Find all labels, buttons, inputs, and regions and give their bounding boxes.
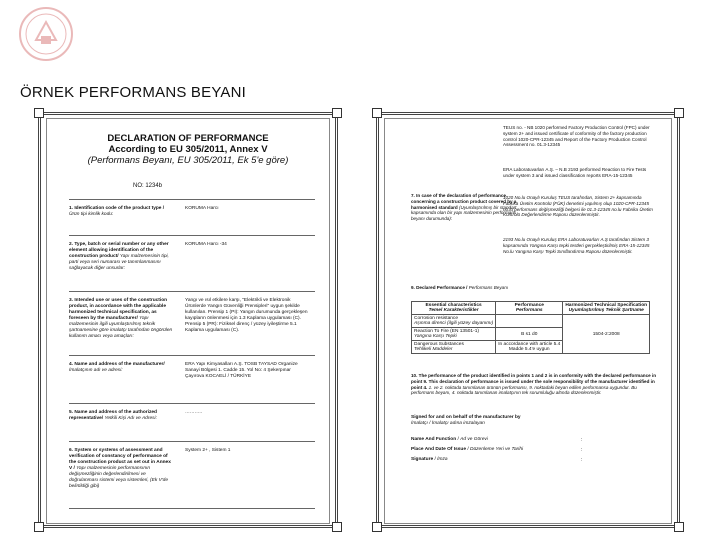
sig-signature: Signature / İmza xyxy=(411,457,448,462)
col-essential: Essential characteristics Temel Karakteristikler xyxy=(412,302,496,315)
sig-name-function: Name And Function / Ad ve Görevi xyxy=(411,437,488,442)
document-body xyxy=(46,118,330,524)
table-row xyxy=(69,291,315,356)
row-question: 5. Name and address of the authorized representative/ xyxy=(69,410,157,421)
row-question: 6. System or systems of assessment and verification of constancy of performance of the construction product as set out in Annex V / xyxy=(69,448,171,471)
fpc-certificate-text: TEUS no. - NB 1020 performed Factory Production Control (FPC) under system 2+ and issued certificate of conformity of the factory production control 1020-CPR-12345 and Report of the Factory Production Control Assessment no. 01.3-12345 xyxy=(503,125,650,148)
section-9-title xyxy=(411,285,657,291)
table-header-row xyxy=(412,302,650,315)
row-answer: Yangı ve ısıl etkilere karşı, "Elektrikli ve Elektronik Ürünlerde Yangın Güvenliği Prensipleri" uygun şekilde kullanılan. Prensip 1 (PI): Yangın durumunda gerçekleşen kayıpların önlenmesi için 1.3 Kaplama uygulaması (C). Prensip 5 (PR): Fiziksel direnç / yüzey iyileştirme 5.1 Kaplama uygulaması (C). xyxy=(185,298,308,333)
section-9-label-tr: Performans Beyanı xyxy=(468,285,509,290)
row-question-tr: İmalatçının adı ve adresi: xyxy=(69,368,123,373)
document-heading xyxy=(47,133,329,166)
row-question-tr: Yapı malzemesinin tipi, parti veya seri numarası ve tanımlanmasını sağlayacak diğer unsurlar: xyxy=(69,254,169,271)
page-title: ÖRNEK PERFORMANS BEYANI xyxy=(20,84,247,101)
doc-title-tr: (Performans Beyanı, EU 305/2011, Ek 5'e göre) xyxy=(87,155,289,166)
col-performance: Performance Performans xyxy=(496,302,563,315)
section-9-label: 9. Declared Performance / xyxy=(411,285,468,290)
table-row xyxy=(69,235,315,292)
section-10-text: 10. The performance of the product identified in points 1 and 2 is in conformity with the declared performance in point 9. This declaration of performance is issued under the sole responsibility of the manufacturer identified in point 4. 1. ve 2. noktada tanımlanan ürünün performansı, 9. noktadaki beyan edilen performansa uygundur. Bu performans beyanı, 4. noktada tanımlanan imalatçının tek sorumluluğu altında düzenlenmiştir. xyxy=(411,373,657,396)
row-question-tr: Yapı malzemesinin performansının değişmezliğinin değerlendirilmesi ve doğrulanması sistemi veya sistemleri, (Ek V'de belirtildiği gibi) xyxy=(69,466,169,489)
row-question: 1. Identification code of the product type / xyxy=(69,206,165,211)
fire-test-text: ERA Laboratuvarları A.Ş. – N.B 2193 performed Reaction to Fire Tests under system 3 and issued classification reports ERA-15-12345 xyxy=(503,167,647,178)
doc-title-en: DECLARATION OF PERFORMANCE xyxy=(107,133,269,144)
doc-subtitle-en: According to EU 305/2011, Annex V xyxy=(108,144,268,155)
table-row xyxy=(69,441,315,509)
row-question: 3. Intended use or uses of the construction product, in accordance with the applicable harmonized technical specification, as foreseen by the manufacturer/ xyxy=(69,298,168,321)
row-answer: KORUMA Harcı -34 xyxy=(185,242,227,247)
section-7-label: 7. In case of the declaration of performance concerning a construction product covered by a harmonised standard xyxy=(411,193,517,210)
table-row: Corrosion resistance Aşınma direnci (ilgili yüzey dayanımı) 1504-2:2008 xyxy=(412,315,650,328)
section-7-answer-1: 1020 No.lu Onaylı Kuruluş TEUS tarafından, Sistem 2+ kapsamında Fabrika Üretim Kontrolü (FÜK) denetimi yapılmış olup 1020-CPR-12345 no.lu performans değişmezliği belgesi ile 01.3-12345 no.lu Fabrika Üretim Kontrolü Değerlendirme Raporu düzenlenmiştir. xyxy=(503,195,653,218)
col-spec: Harmonized Technical Specification Uyumlaştırılmış Teknik Şartname xyxy=(563,302,650,315)
row-question-tr: Yapı malzemesinin ilgili uyumlaştırılmış teknik şartnamesine göre imalatçı tarafından öngörülen kullanım amacı veya amaçları: xyxy=(69,316,173,339)
table-row xyxy=(69,403,315,442)
table-row: Reaction To Fire (EN 13501-1) Yangına Karşı Tepki B s1 d0 xyxy=(412,328,650,341)
sig-place-date: Place And Date Of Issue / Düzenleme Yeri ve Tarihi xyxy=(411,447,524,452)
row-answer: KORUMA Harcı xyxy=(185,206,219,211)
row-answer: ……….. xyxy=(185,410,203,415)
section-7-label-tr: (Uyumlaştırılmış bir standart kapsamında olan bir yapı malzemesinin performans beyanı durumunda): xyxy=(411,204,517,222)
signed-by: Signed for and on behalf of the manufacturer by İmalatçı / İmalatçı adına imzalayan xyxy=(411,415,521,426)
row-answer: ERA Yapı Kimyasalları A.Ş. TOSB TAYSAD Organize Sanayi Bölgesi 1. Cadde 15. Yol No: 4 Şekerpınar Çayırova KOCAELİ / TÜRKİYE xyxy=(185,362,298,379)
row-question-tr: Yetkili Kişi Adı ve Adresi: xyxy=(104,416,157,421)
declaration-number: NO: 1234b xyxy=(133,183,163,189)
row-question: 4. Name and address of the manufacturer/ xyxy=(69,362,165,367)
table-row xyxy=(69,199,315,236)
row-question-tr: Ürün tipi kimlik kodu: xyxy=(69,212,114,217)
section-7-answer-2: 2193 No.lu Onaylı Kuruluş ERA Laboratuvarları A.Ş tarafından Sistem 3 kapsamında Yangına Karşı tepki testleri gerçekleştirilmiş ERA-15-12345 No.lu Yangına Karşı Tepki Sınıflandırma Raporu düzenlenmiştir. xyxy=(503,237,650,254)
row-answer: System 2+ , Sistem 1 xyxy=(185,448,231,453)
row-question: 2. Type, batch or serial number or any other element allowing identification of the construction product/ xyxy=(69,242,169,259)
table-row xyxy=(69,355,315,404)
declaration-page-1 xyxy=(32,106,344,534)
declaration-page-2 xyxy=(370,106,686,534)
table-row: Dangerous Substances Tehlikeli Maddeler In accordance with article 5.4 Madde 5.4'e uygun xyxy=(412,341,650,354)
document-body: TEUS no. - NB 1020 performed Factory Production Control (FPC) under system 2+ and issued certificate of conformity of the factory production control 1020-CPR-12345 and Report of the Factory Production Control Assessment no. 01.3-12345 ERA Laboratuvarları A.Ş. – N.B 2193 performed Reaction to Fire Tests under system 3 and issued classification reports ERA-15-12345 7. In case of the declaration of performance concerning a construction product covered by a harmonised standard (Uyumlaştırılmış bir standart kapsamında olan bir yapı malzemesinin performans beyanı durumunda): 1020 No.lu Onaylı Kuruluş TEUS tarafından, Sistem 2+ kapsamında Fabrika Üretim Kontrolü (FÜK) denetimi yapılmış olup 1020-CPR-12345 no.lu performans değişmezliği belgesi ile 01.3-12345 no.lu Fabrika Üretim Kontrolü Değerlendirme Raporu düzenlenmiştir. 2193 No.lu Onaylı Kuruluş ERA Laboratuvarları A.Ş tarafından Sistem 3 kapsamında Yangına Karşı tepki testleri gerçekleştirilmiş ERA-15-12345 No.lu Yangına Karşı Tepki Sınıflandırma Raporu düzenlenmiştir. 9. Declared Performance / Performans Beyanı Essential characteristics Temel Karakteristikler Performance Performans Harmonized Technical Specification Uyumlaştırılmış Teknik Şartname Corrosion resistance Aşınma direnci (ilgili yüzey dayanımı) 1504-2:2008 Reaction To Fire (EN 13501-1) Yangına Karşı Tepki B s1 d0 Dangerous Substances Tehlikeli Maddeler In accordance with article 5.4 Madde 5.4'e uygun 10. The performance of the product identified in points 1 and 2 is in conformity with the declared performance in point 9. This declaration of performance is issued under the sole responsibility of the manufacturer identified in point 4. 1. ve 2. noktada tanımlanan ürünün performansı, 9. noktadaki beyan edilen performansa uygundur. Bu performans beyanı, 4. noktada tanımlanan imalatçının tek sorumluluğu altında düzenlenmiştir. Signed for and on behalf of the manufacturer by İmalatçı / İmalatçı adına imzalayan Name And Function / Ad ve Görevi : Place And Date Of Issue / Düzenleme Yeri ve Tarihi : Signature / İmza : xyxy=(384,118,672,524)
institution-logo xyxy=(18,6,74,62)
performance-table xyxy=(411,301,650,354)
